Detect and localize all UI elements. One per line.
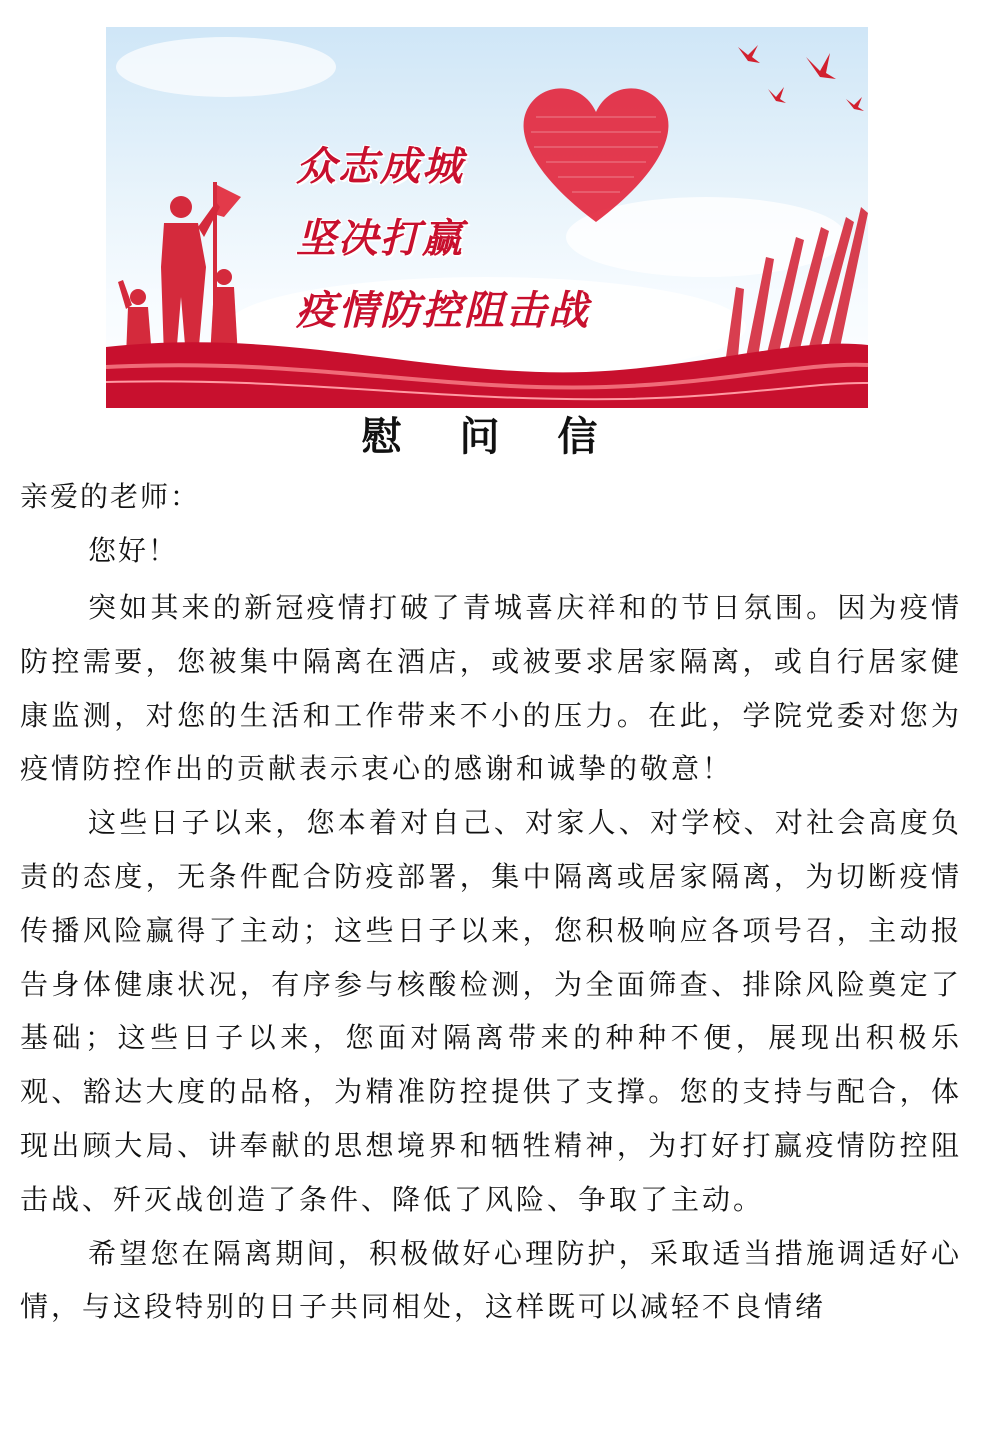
paragraph: 突如其来的新冠疫情打破了青城喜庆祥和的节日氛围。因为疫情防控需要，您被集中隔离在酒店，或被要求居家隔离，或自行居家健康监测，对您的生活和工作带来不小的压力。在此，学院党委对您为疫情防控作出的贡献表示衷心的感谢和诚挚的敬意！ [20, 591, 962, 786]
letter-body [20, 581, 962, 1334]
paragraph: 这些日子以来，您本着对自己、对家人、对学校、对社会高度负责的态度，无条件配合防疫部署，集中隔离或居家隔离，为切断疫情传播风险赢得了主动；这些日子以来，您积极响应各项号召，主动报告身体健康状况，有序参与核酸检测，为全面筛查、排除风险奠定了基础；这些日子以来，您面对隔离带来的种种不便，展现出积极乐观、豁达大度的品格，为精准防控提供了支撑。您的支持与配合，体现出顾大局、讲奉献的思想境界和牺牲精神，为打好打赢疫情防控阻击战、歼灭战创造了条件、降低了风险、争取了主动。 [20, 806, 962, 1216]
figures-silhouette [118, 182, 241, 357]
banner-illustration [106, 27, 868, 408]
slogan-line-2: 坚决打赢 [296, 215, 464, 262]
slogan-line-1: 众志成城 [296, 143, 464, 190]
slogan-line-3: 疫情防控阻击战 [296, 287, 590, 334]
letter-title: 慰 问 信 [361, 414, 620, 460]
letter-salutation: 您好！ [88, 534, 179, 567]
paragraph: 希望您在隔离期间，积极做好心理防护，采取适当措施调适好心情，与这段特别的日子共同相处，这样既可以减轻不良情绪 [20, 1236, 962, 1324]
banner-image [106, 27, 868, 408]
bird-icon [738, 45, 760, 63]
letter-greeting: 亲爱的老师： [20, 480, 201, 513]
